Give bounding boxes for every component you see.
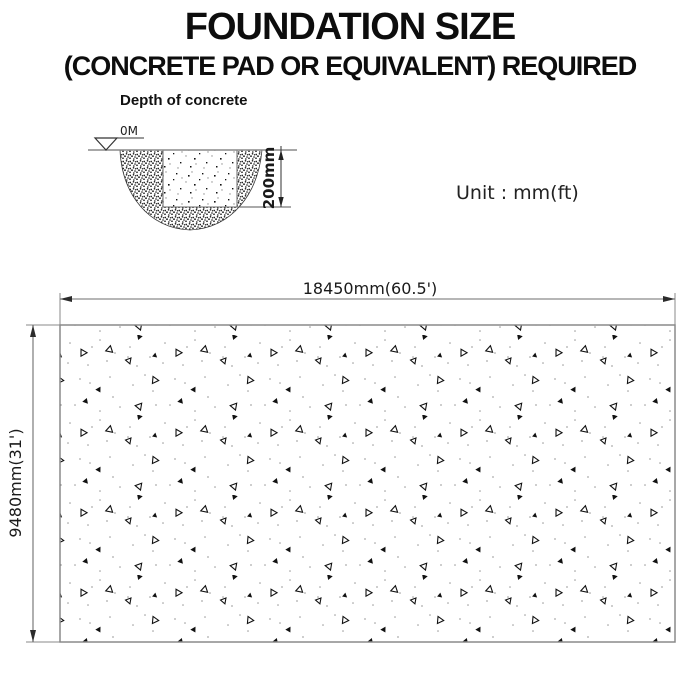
depth-dimension	[278, 146, 283, 207]
ground-level-marker-icon	[95, 138, 144, 150]
depth-of-concrete-label: Depth of concrete	[120, 92, 248, 109]
depth-dimension-label: 200mm	[260, 146, 278, 210]
page-title: FOUNDATION SIZE	[184, 6, 516, 48]
concrete-pad-plan	[60, 325, 675, 642]
height-dimension	[26, 325, 60, 642]
width-dimension-label: 18450mm(60.5')	[302, 279, 438, 298]
ground-level-label: 0M	[120, 124, 138, 138]
foundation-plan-diagram	[0, 255, 700, 675]
page-subtitle: (CONCRETE PAD OR EQUIVALENT) REQUIRED	[63, 50, 637, 81]
concrete-depth-cross-section-diagram	[80, 118, 320, 253]
height-dimension-label: 9480mm(31')	[6, 428, 25, 538]
header	[0, 8, 700, 82]
unit-label: Unit : mm(ft)	[456, 182, 579, 204]
concrete-pad-cross-section	[163, 150, 237, 207]
